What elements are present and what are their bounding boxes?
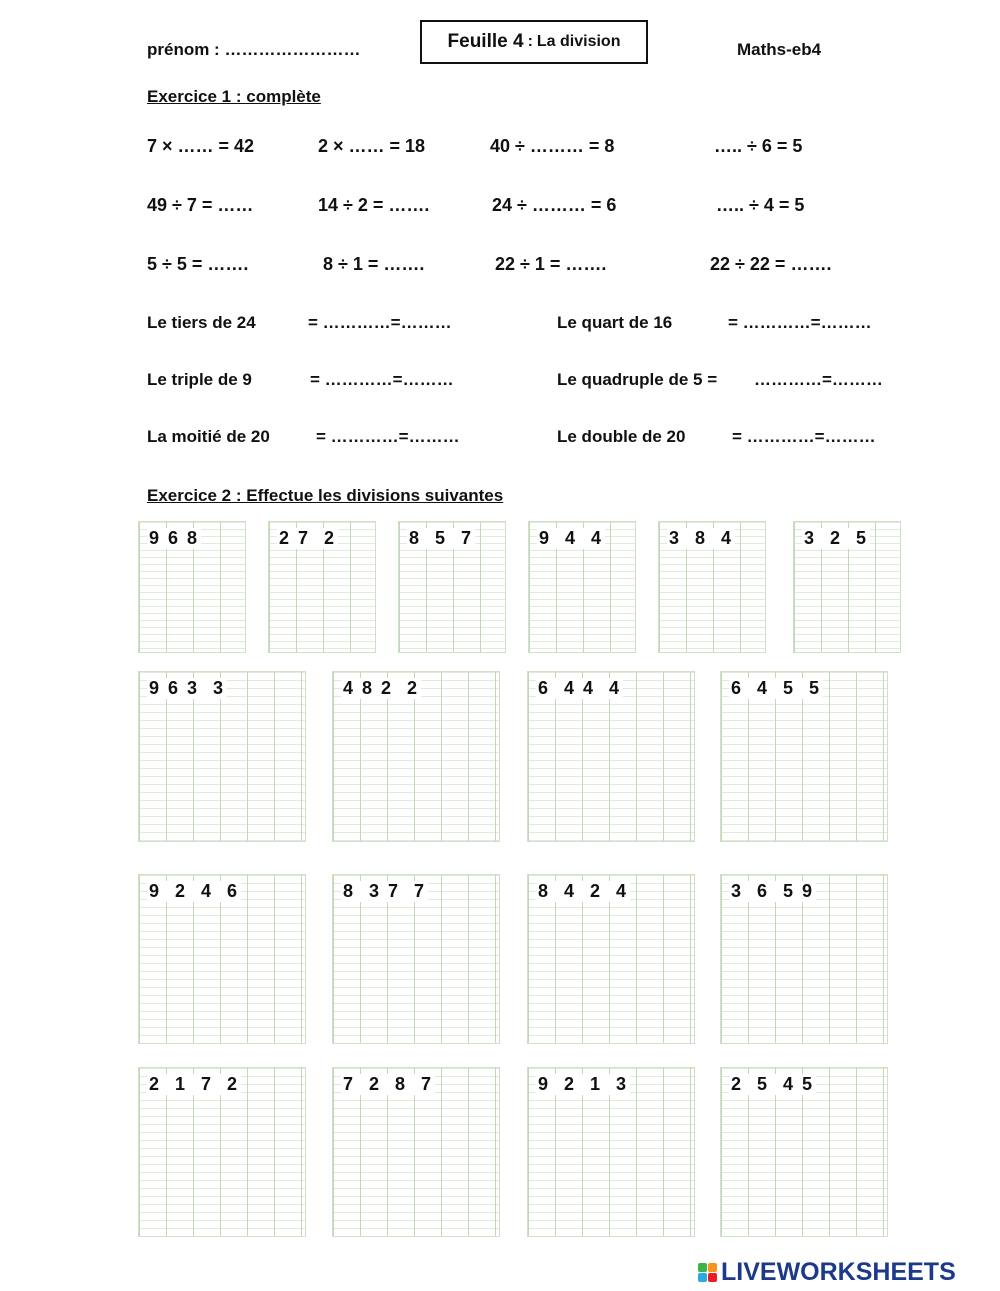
word-problem-answer[interactable]: = …………=……… — [308, 313, 452, 332]
name-field[interactable]: prénom : …………………… — [147, 40, 361, 59]
division-grid[interactable] — [332, 874, 500, 1044]
word-problem-label: Le triple de 9 — [147, 370, 252, 389]
word-problem-label: Le quart de 16 — [557, 313, 673, 332]
exercise-item[interactable]: 2 × …… = 18 — [318, 136, 426, 156]
division-grid[interactable] — [720, 874, 888, 1044]
word-problem-label: Le double de 20 — [557, 427, 686, 446]
title-sub: La division — [536, 33, 621, 50]
logo-text: LIVEWORKSHEETS — [721, 1258, 956, 1286]
division-digits: 7 2 8 7 — [343, 1074, 434, 1094]
exercise-item[interactable]: 8 ÷ 1 = ……. — [323, 254, 425, 274]
liveworksheets-logo — [698, 1258, 956, 1287]
division-digits: 8 3 7 7 — [343, 881, 427, 901]
exercise-item[interactable]: ….. ÷ 4 = 5 — [716, 195, 805, 215]
word-problem-answer[interactable]: = …………=……… — [310, 370, 454, 389]
word-problem-answer[interactable]: = …………=……… — [316, 427, 460, 446]
division-grid[interactable] — [398, 521, 506, 653]
division-digits: 9 4 4 — [539, 528, 604, 548]
division-grid[interactable] — [528, 521, 636, 653]
division-digits: 3 6 5 9 — [731, 881, 815, 901]
division-grid[interactable] — [527, 671, 695, 842]
exercise1-heading: Exercice 1 : complète — [147, 87, 321, 106]
division-digits: 9 6 3 3 — [149, 678, 226, 698]
division-grid[interactable] — [720, 1067, 888, 1237]
division-grid[interactable] — [268, 521, 376, 653]
division-grid[interactable] — [332, 1067, 500, 1237]
division-grid[interactable] — [527, 1067, 695, 1237]
logo-square-3 — [698, 1273, 707, 1282]
exercise-item[interactable]: ….. ÷ 6 = 5 — [714, 136, 803, 156]
division-digits: 8 5 7 — [409, 528, 474, 548]
exercise-item[interactable]: 5 ÷ 5 = ……. — [147, 254, 249, 274]
division-digits: 2 7 2 — [279, 528, 337, 548]
word-problem-answer[interactable]: = …………=……… — [728, 313, 872, 332]
word-problem-answer[interactable]: = …………=……… — [732, 427, 876, 446]
word-problem-label: Le tiers de 24 — [147, 313, 256, 332]
division-grid[interactable] — [138, 521, 246, 653]
title-separator: : — [527, 33, 533, 50]
word-problem-answer[interactable]: …………=……… — [754, 370, 883, 389]
division-grid[interactable] — [793, 521, 901, 653]
exercise2-heading: Exercice 2 : Effectue les divisions suivantes — [147, 486, 504, 505]
division-grid[interactable] — [332, 671, 500, 842]
division-grid[interactable] — [527, 874, 695, 1044]
division-digits: 2 5 4 5 — [731, 1074, 815, 1094]
logo-square-2 — [708, 1263, 717, 1272]
exercise-item[interactable]: 49 ÷ 7 = …… — [147, 195, 254, 215]
exercise-item[interactable]: 22 ÷ 1 = ……. — [495, 254, 607, 274]
division-digits: 9 2 4 6 — [149, 881, 240, 901]
exercise-item[interactable]: 14 ÷ 2 = ……. — [318, 195, 430, 215]
division-digits: 6 4 4 4 — [538, 678, 622, 698]
word-problem-label: Le quadruple de 5 = — [557, 370, 718, 389]
exercise-item[interactable]: 40 ÷ ……… = 8 — [490, 136, 615, 156]
division-digits: 8 4 2 4 — [538, 881, 629, 901]
logo-square-4 — [708, 1273, 717, 1282]
class-label: Maths-eb4 — [737, 40, 822, 59]
division-grid[interactable] — [658, 521, 766, 653]
division-digits: 9 6 8 — [149, 528, 200, 548]
title-main: Feuille 4 — [447, 31, 524, 52]
division-digits: 6 4 5 5 — [731, 678, 822, 698]
worksheet-title — [420, 20, 648, 64]
word-problem-label: La moitié de 20 — [147, 427, 270, 446]
exercise-item[interactable]: 22 ÷ 22 = ……. — [710, 254, 832, 274]
logo-mark-icon — [698, 1263, 717, 1282]
division-digits: 4 8 2 2 — [343, 678, 420, 698]
division-digits: 9 2 1 3 — [538, 1074, 629, 1094]
logo-square-1 — [698, 1263, 707, 1272]
division-grid[interactable] — [138, 671, 306, 842]
division-digits: 3 8 4 — [669, 528, 734, 548]
exercise-item[interactable]: 7 × …… = 42 — [147, 136, 255, 156]
division-grid[interactable] — [138, 874, 306, 1044]
division-grid[interactable] — [138, 1067, 306, 1237]
exercise-item[interactable]: 24 ÷ ……… = 6 — [492, 195, 617, 215]
division-grid[interactable] — [720, 671, 888, 842]
division-digits: 2 1 7 2 — [149, 1074, 240, 1094]
division-digits: 3 2 5 — [804, 528, 869, 548]
